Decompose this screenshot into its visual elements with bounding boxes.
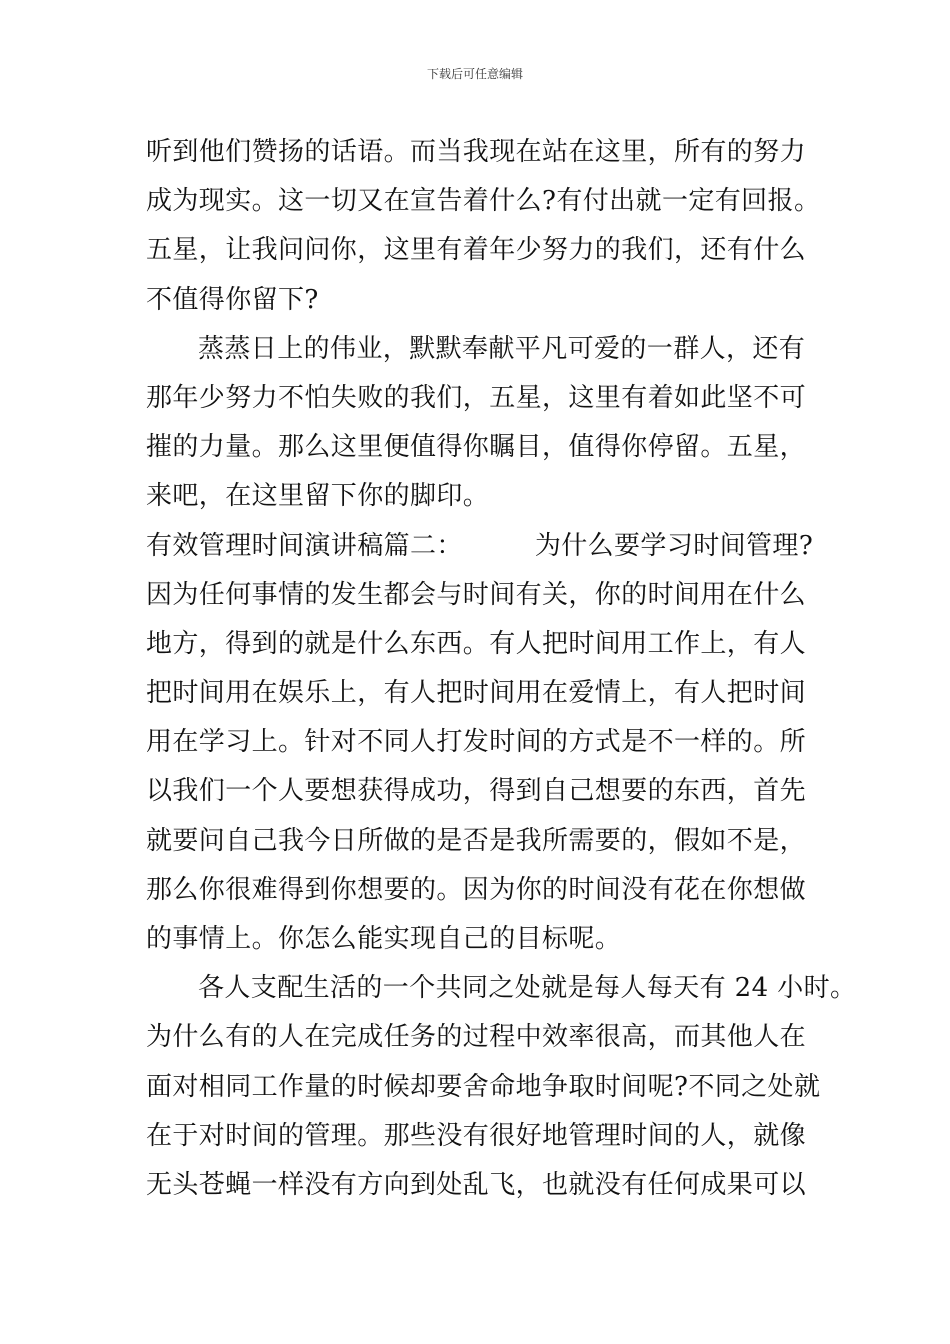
text-line: 那年少努力不怕失败的我们，五星，这里有着如此坚不可 [146,382,807,413]
text-line: 听到他们赞扬的话语。而当我现在站在这里，所有的努力 [146,137,807,167]
text-line: 成为现实。这一切又在宣告着什么?有付出就一定有回报。 [146,186,821,217]
paragraph-start-line: 蒸蒸日上的伟业，默默奉献平凡可爱的一群人，还有 [198,333,806,364]
text-line: 为什么有的人在完成任务的过程中效率很高，而其他人在 [146,1022,807,1053]
text-line: 摧的力量。那么这里便值得你瞩目，值得你停留。五星， [146,432,807,463]
page-header: 下载后可任意编辑 [426,67,523,81]
section-question: 为什么要学习时间管理? [534,530,814,561]
text-line: 来吧，在这里留下你的脚印。 [146,481,490,512]
text-line: 因为任何事情的发生都会与时间有关，你的时间用在什么 [146,579,807,610]
text-line: 地方，得到的就是什么东西。有人把时间用工作上，有人 [146,628,807,659]
text-line: 那么你很难得到你想要的。因为你的时间没有花在你想做 [146,874,807,905]
section-title: 有效管理时间演讲稿篇二： [146,530,463,561]
text-line: 就要问自己我今日所做的是否是我所需要的，假如不是， [146,825,807,856]
document-body [146,128,857,1210]
text-line: 在于对时间的管理。那些没有很好地管理时间的人，就像 [146,1120,807,1151]
text-line: 不值得你留下? [146,284,319,315]
text-line: 把时间用在娱乐上，有人把时间用在爱情上，有人把时间 [146,678,807,709]
paragraph-start-line: 各人支配生活的一个共同之处就是每人每天有 24 小时。 [198,973,857,1004]
text-line: 无头苍蝇一样没有方向到处乱飞，也就没有任何成果可以 [146,1169,807,1200]
text-line: 以我们一个人要想获得成功，得到自己想要的东西，首先 [146,776,807,807]
section-heading [146,522,846,571]
text-line: 用在学习上。针对不同人打发时间的方式是不一样的。所 [146,727,807,758]
text-line: 的事情上。你怎么能实现自己的目标呢。 [146,924,622,954]
text-line: 面对相同工作量的时候却要舍命地争取时间呢?不同之处就 [146,1071,821,1102]
text-line: 五星，让我问问你，这里有着年少努力的我们，还有什么 [146,235,807,266]
